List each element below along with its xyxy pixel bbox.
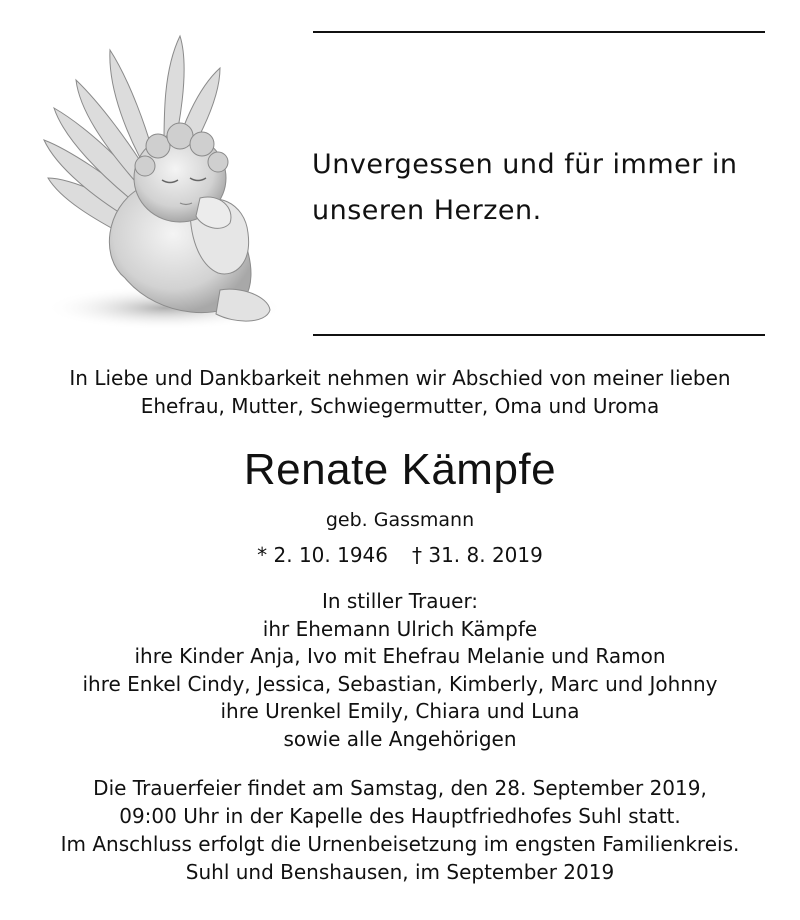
death-date: † 31. 8. 2019 bbox=[412, 543, 543, 567]
angel-illustration bbox=[30, 28, 280, 338]
mourner-line: sowie alle Angehörigen bbox=[283, 726, 517, 751]
mourners-list bbox=[0, 588, 800, 753]
deceased-name: Renate Kämpfe bbox=[243, 445, 557, 494]
mourner-line: ihre Enkel Cindy, Jessica, Sebastian, Kimberly, Marc und Johnny bbox=[82, 671, 718, 696]
service-line: Die Trauerfeier findet am Samstag, den 28. September 2019, bbox=[93, 776, 707, 800]
service-info bbox=[0, 774, 800, 886]
top-rule bbox=[313, 31, 765, 33]
bottom-rule bbox=[313, 334, 765, 336]
mourner-line: ihre Kinder Anja, Ivo mit Ehefrau Melanie und Ramon bbox=[134, 644, 666, 668]
intro-line-1: In Liebe und Dankbarkeit nehmen wir Abschied von meiner lieben bbox=[69, 366, 731, 390]
birth-name: geb. Gassmann bbox=[325, 509, 475, 531]
life-dates bbox=[0, 541, 800, 569]
service-line: Im Anschluss erfolgt die Urnenbeisetzung im engsten Familienkreis. bbox=[60, 832, 740, 856]
quote-line-1: Unvergessen und für immer in bbox=[312, 149, 738, 180]
service-line: 09:00 Uhr in der Kapelle des Hauptfriedhofes Suhl statt. bbox=[119, 804, 681, 828]
intro-text bbox=[0, 364, 800, 420]
intro-line-2: Ehefrau, Mutter, Schwiegermutter, Oma und Uroma bbox=[140, 394, 660, 418]
birth-date: * 2. 10. 1946 bbox=[257, 543, 388, 567]
mourners-heading: In stiller Trauer: bbox=[321, 589, 479, 613]
mourner-line: ihre Urenkel Emily, Chiara und Luna bbox=[220, 699, 580, 723]
place-date-line: Suhl und Benshausen, im September 2019 bbox=[185, 860, 615, 884]
quote-line-2: unseren Herzen. bbox=[312, 195, 542, 226]
memorial-quote bbox=[312, 142, 782, 234]
mourner-line: ihr Ehemann Ulrich Kämpfe bbox=[262, 616, 538, 641]
